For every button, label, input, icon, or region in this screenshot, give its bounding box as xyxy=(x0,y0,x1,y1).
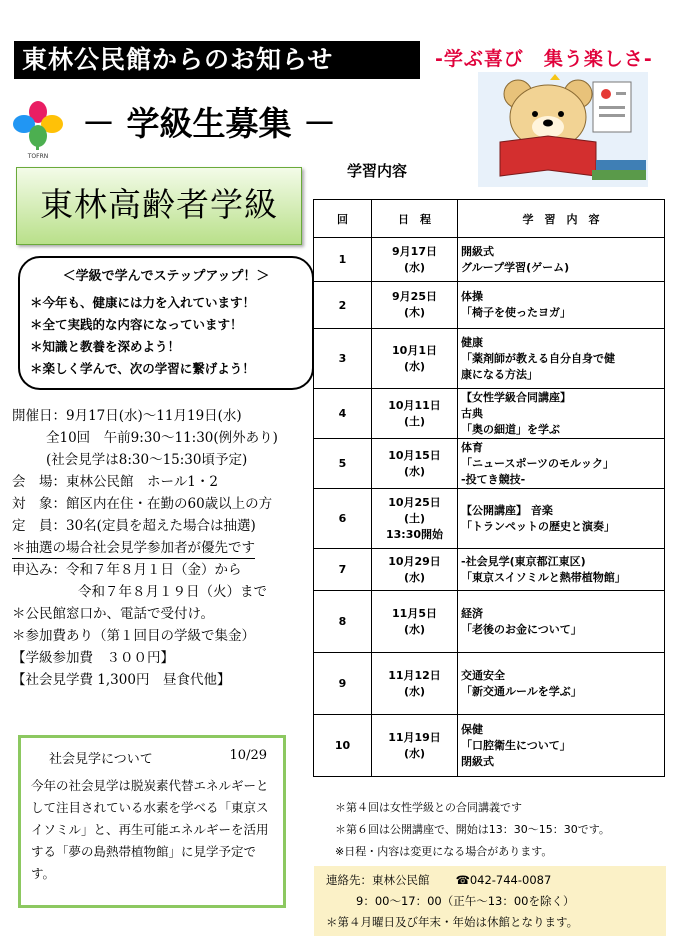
schedule-row xyxy=(314,439,665,489)
contact-label: 連絡先：東林公民館 xyxy=(326,873,430,887)
schedule-content-line: 「ニュースポーツのモルック」 xyxy=(461,456,615,470)
schedule-day: (水) xyxy=(403,746,426,760)
schedule-row xyxy=(314,653,665,715)
schedule-date-cell xyxy=(372,489,458,549)
schedule-content-cell xyxy=(458,238,665,282)
schedule-content-line: グループ学習(ゲーム) xyxy=(461,260,570,274)
schedule-num: 3 xyxy=(314,329,372,389)
schedule-content-line: -社会見学(東京都江東区) xyxy=(461,554,586,568)
schedule-content-line: 康になる方法」 xyxy=(461,367,538,381)
schedule-row xyxy=(314,389,665,439)
info-fee-class: 【学級参加費 ３００円】 xyxy=(12,650,174,666)
schedule-content-cell xyxy=(458,715,665,777)
note-line: ＊第６回は公開講座で、開始は13：30～15：30です。 xyxy=(335,823,610,836)
info-apply-to: 令和７年８月１９日（火）まで xyxy=(78,584,267,600)
schedule-day: (木) xyxy=(403,306,426,319)
schedule-date-cell xyxy=(372,329,458,389)
schedule-date-cell xyxy=(372,389,458,439)
schedule-num: 6 xyxy=(314,489,372,549)
schedule-date: 11月19日 xyxy=(388,730,441,744)
schedule-title: 学習内容 xyxy=(347,162,408,180)
recruit-title: － 学級生募集 － xyxy=(82,104,336,143)
schedule-content-line: 「薬剤師が教える自分自身で健 xyxy=(461,351,615,365)
schedule-content-cell xyxy=(458,653,665,715)
schedule-row xyxy=(314,591,665,653)
step-up-line: ＊全て実践的な内容になっています！ xyxy=(30,317,243,332)
schedule-date: 10月11日 xyxy=(388,398,441,412)
schedule-content-line: 「トランペットの歴史と演奏」 xyxy=(461,519,615,533)
schedule-content-cell xyxy=(458,549,665,591)
contact-box xyxy=(314,866,666,936)
schedule-date-cell xyxy=(372,591,458,653)
schedule-date: 9月25日 xyxy=(392,290,437,303)
field-trip-title: 社会見学について xyxy=(49,752,153,767)
schedule-row xyxy=(314,489,665,549)
schedule-date: 10月15日 xyxy=(388,448,441,462)
schedule-content-cell xyxy=(458,389,665,439)
schedule-content-line: 交通安全 xyxy=(461,668,505,682)
course-name-box xyxy=(16,167,302,245)
bear-reading-illustration-icon xyxy=(478,72,648,187)
clover-logo-icon xyxy=(12,98,64,160)
note-line: ＊第４回は女性学級との合同講義です xyxy=(335,801,522,814)
info-target: 対 象：館区内在住・在勤の60歳以上の方 xyxy=(12,496,273,512)
slogan-text: -学ぶ喜び 集う楽しさ- xyxy=(435,48,653,70)
field-trip-text: 今年の社会見学は脱炭素代替エネルギーとして注目されている水素を学べる「東京スイソミル」と、再生可能エネルギーを活用する「夢の島熱帯植物館」に見学予定です。 xyxy=(31,778,269,881)
schedule-day: (水) xyxy=(403,260,426,274)
schedule-date-cell xyxy=(372,238,458,282)
schedule-content-cell xyxy=(458,489,665,549)
schedule-date: 9月17日 xyxy=(392,244,437,258)
schedule-num: 4 xyxy=(314,389,372,439)
schedule-day: (水) xyxy=(403,684,426,698)
schedule-date: 10月1日 xyxy=(392,343,437,357)
schedule-row xyxy=(314,282,665,329)
info-apply-from: 申込み：令和７年８月１日（金）から xyxy=(12,562,242,578)
schedule-content-line: 古典 xyxy=(461,406,483,420)
schedule-content-line: 「東京スイソミルと熱帯植物館」 xyxy=(461,570,626,584)
info-field-trip-time: (社会見学は8:30～15:30頃予定) xyxy=(46,452,248,468)
step-up-title: ＜学級で学んでステップアップ！＞ xyxy=(62,269,270,284)
schedule-content-line: 【公開講座】 音楽 xyxy=(461,503,553,517)
info-venue: 会 場：東林公民館 ホール1・2 xyxy=(12,474,218,490)
info-dates: 開催日：9月17日(水)～11月19日(水) xyxy=(12,408,242,424)
contact-phone: ☎042-744-0087 xyxy=(455,873,552,887)
schedule-num: 5 xyxy=(314,439,372,489)
schedule-content-cell xyxy=(458,591,665,653)
contact-closed: ＊第４月曜日及び年末・年始は休館となります。 xyxy=(326,915,579,929)
field-trip-box xyxy=(18,735,286,908)
event-info xyxy=(12,405,312,691)
info-fee-note: ＊参加費あり（第１回目の学級で集金） xyxy=(12,628,255,644)
note-line: ※日程・内容は変更になる場合があります。 xyxy=(335,845,553,858)
schedule-num: 2 xyxy=(314,282,372,329)
schedule-num: 10 xyxy=(314,715,372,777)
info-apply-method: ＊公民館窓口か、電話で受付け。 xyxy=(12,606,214,622)
schedule-header-num: 回 xyxy=(314,200,372,238)
info-lottery-note: ＊抽選の場合社会見学参加者が優先です xyxy=(12,538,255,559)
schedule-date-cell xyxy=(372,549,458,591)
schedule-content-cell xyxy=(458,439,665,489)
schedule-content-line: 体育 xyxy=(461,440,483,454)
schedule-date: 10月25日 xyxy=(388,495,441,509)
step-up-message-box xyxy=(18,256,314,390)
step-up-line: ＊今年も、健康には力を入れています！ xyxy=(30,295,256,310)
schedule-content-line: 「椅子を使ったヨガ」 xyxy=(461,306,571,319)
schedule-content-line: 「奥の細道」を学ぶ xyxy=(461,422,560,436)
schedule-extra: 13:30開始 xyxy=(385,527,443,541)
schedule-content-line: 閉級式 xyxy=(461,754,494,768)
step-up-line: ＊知識と教養を深めよう！ xyxy=(30,339,181,354)
step-up-line: ＊楽しく学んで、次の学習に繋げよう！ xyxy=(30,361,255,376)
schedule-content-line: 経済 xyxy=(461,606,483,620)
schedule-row xyxy=(314,549,665,591)
logo-text: TOFRN xyxy=(27,153,49,160)
schedule-header-date: 日 程 xyxy=(372,200,458,238)
schedule-content-cell xyxy=(458,282,665,329)
schedule-date: 10月29日 xyxy=(388,554,441,568)
schedule-day: (水) xyxy=(403,570,426,584)
schedule-content-cell xyxy=(458,329,665,389)
course-name: 東林高齢者学級 xyxy=(40,185,278,224)
schedule-content-line: 「老後のお金について」 xyxy=(461,622,582,636)
contact-hours: 9：00～17：00（正午～13：00を除く） xyxy=(356,894,575,908)
schedule-date-cell xyxy=(372,653,458,715)
info-sessions: 全10回 午前9:30～11:30(例外あり) xyxy=(46,430,278,446)
schedule-day: (水) xyxy=(403,622,426,636)
schedule-date-cell xyxy=(372,715,458,777)
schedule-content-line: -投てき競技- xyxy=(461,472,526,486)
schedule-content-line: 保健 xyxy=(461,722,483,736)
schedule-content-line: 健康 xyxy=(461,335,483,349)
header-title-bar xyxy=(14,41,420,79)
schedule-date-cell xyxy=(372,439,458,489)
schedule-day: (土) xyxy=(403,414,426,428)
schedule-num: 7 xyxy=(314,549,372,591)
schedule-content-line: 「新交通ルールを学ぶ」 xyxy=(461,684,582,698)
header-title: 東林公民館からのお知らせ xyxy=(22,45,334,74)
schedule-content-line: 「口腔衛生について」 xyxy=(461,738,571,752)
schedule-num: 9 xyxy=(314,653,372,715)
schedule-table xyxy=(313,199,665,777)
info-capacity: 定 員：30名(定員を超えた場合は抽選) xyxy=(12,518,256,534)
schedule-header-row xyxy=(314,200,665,238)
schedule-row xyxy=(314,715,665,777)
schedule-day: (水) xyxy=(403,359,426,373)
schedule-notes xyxy=(335,797,610,863)
info-fee-trip: 【社会見学費 1,300円 昼食代他】 xyxy=(12,672,231,688)
schedule-header-content: 学 習 内 容 xyxy=(458,200,665,238)
schedule-day: (土) xyxy=(403,511,426,525)
schedule-content-line: 体操 xyxy=(461,290,483,303)
schedule-num: 8 xyxy=(314,591,372,653)
schedule-content-line: 開級式 xyxy=(461,244,494,258)
schedule-date: 11月12日 xyxy=(388,668,441,682)
schedule-content-line: 【女性学級合同講座】 xyxy=(461,390,571,404)
schedule-num: 1 xyxy=(314,238,372,282)
schedule-date-cell xyxy=(372,282,458,329)
schedule-day: (水) xyxy=(403,464,426,478)
schedule-date: 11月5日 xyxy=(392,606,437,620)
field-trip-date: 10/29 xyxy=(229,748,267,763)
schedule-row xyxy=(314,329,665,389)
schedule-row xyxy=(314,238,665,282)
